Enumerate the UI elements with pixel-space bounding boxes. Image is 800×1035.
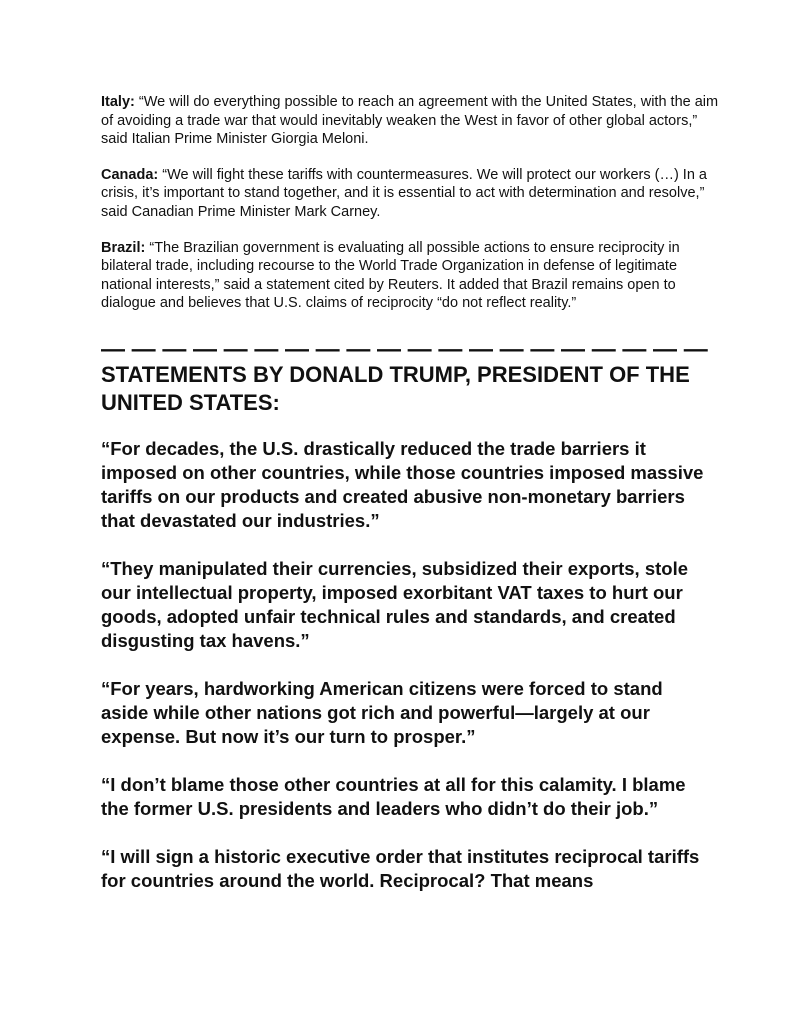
reaction-italy bbox=[101, 93, 721, 149]
document-page bbox=[101, 93, 721, 917]
quote-paragraph: “For years, hardworking American citizens were forced to stand aside while other nations got rich and powerful—largely at our expense. But now it’s our turn to prosper.” bbox=[101, 677, 663, 747]
reaction-brazil bbox=[101, 239, 721, 313]
reaction-text: “The Brazilian government is evaluating all possible actions to ensure reciprocity in bilateral trade, including recourse to the World Trade Organization in defense of legitimate national interests,” said a statement cited by Reuters. It added that Brazil remains open to dialogue and believes that U.S. claims of reciprocity “do not reflect reality.” bbox=[101, 239, 680, 312]
country-label: Canada: bbox=[101, 166, 159, 183]
quote-paragraph: “I don’t blame those other countries at all for this calamity. I blame the former U.S. presidents and leaders who didn’t do their job.” bbox=[101, 773, 686, 819]
quote-paragraph: “They manipulated their currencies, subsidized their exports, stole our intellectual property, imposed exorbitant VAT taxes to hurt our goods, adopted unfair technical rules and standards, and created disgusting tax havens.” bbox=[101, 557, 689, 651]
country-label: Brazil: bbox=[101, 239, 146, 256]
quote-paragraph: “I will sign a historic executive order that institutes reciprocal tariffs for countries around the world. Reciprocal? That means bbox=[101, 845, 700, 891]
quote-paragraph: “For decades, the U.S. drastically reduced the trade barriers it imposed on other countries, while those countries imposed massive tariffs on our products and created abusive non-monetary barriers that devastated our industries.” bbox=[101, 437, 704, 531]
quotes-list bbox=[101, 437, 721, 893]
reaction-canada bbox=[101, 166, 721, 222]
section-heading: STATEMENTS BY DONALD TRUMP, PRESIDENT OF THE UNITED STATES: bbox=[101, 361, 690, 415]
section-divider: — — — — — — — — — — — — — — — — — — — — bbox=[101, 335, 708, 363]
country-label: Italy: bbox=[101, 94, 135, 110]
reaction-text: “We will fight these tariffs with countermeasures. We will protect our workers (…) In a crisis, it’s important to stand together, and it is essential to act with determination and resolve,” said Canadian Prime Minister Mark Carney. bbox=[101, 166, 707, 220]
reaction-text: “We will do everything possible to reach an agreement with the United States, with the aim of avoiding a trade war that would inevitably weaken the West in favor of other global actors,” said Italian Prime Minister Giorgia Meloni. bbox=[101, 94, 719, 148]
